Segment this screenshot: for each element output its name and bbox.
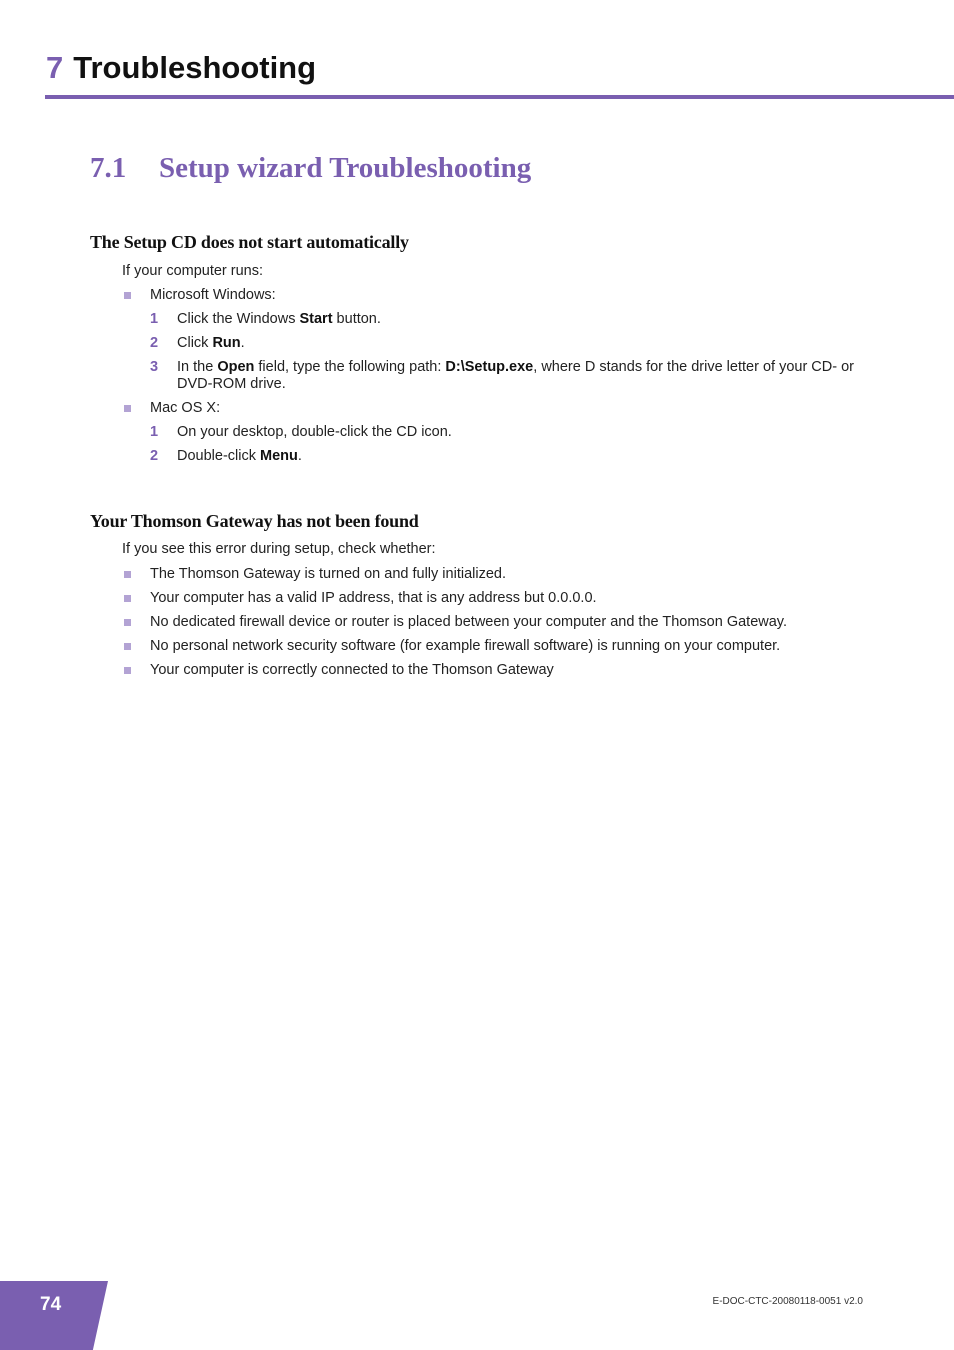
- list-item-text: The Thomson Gateway is turned on and fully initialized.: [150, 566, 506, 582]
- bullet-square-icon: [124, 595, 131, 602]
- bullet-square-icon: [124, 619, 131, 626]
- bullet-square-icon: [124, 667, 131, 674]
- bullet-square-icon: [124, 292, 131, 299]
- chapter-title-text: Troubleshooting: [73, 50, 317, 85]
- section-number: 7.1: [90, 152, 127, 184]
- step-number: 1: [150, 424, 159, 440]
- list-item-text: Your computer has a valid IP address, that is any address but 0.0.0.0.: [150, 590, 597, 606]
- step-number: 3: [150, 359, 159, 375]
- step-number: 1: [150, 311, 159, 327]
- document-id: E-DOC-CTC-20080118-0051 v2.0: [712, 1296, 863, 1307]
- chapter-title: [46, 48, 316, 88]
- bullet-square-icon: [124, 571, 131, 578]
- section-title: [90, 150, 531, 186]
- step-text: Click Run.: [177, 335, 245, 351]
- chapter-number: 7: [46, 50, 64, 85]
- page-number: 74: [40, 1294, 62, 1315]
- list-item-label: Microsoft Windows:: [150, 287, 276, 303]
- chapter-divider: [45, 95, 954, 99]
- step-text: Double-click Menu.: [177, 448, 302, 464]
- setup-cd-intro: If your computer runs:: [122, 263, 264, 279]
- step-text: On your desktop, double-click the CD icon.: [177, 424, 452, 440]
- step-text: In the Open field, type the following path: D:\Setup.exe, where D stands for the drive letter of your CD- or DVD-ROM drive.: [177, 359, 855, 392]
- step-text: Click the Windows Start button.: [177, 311, 381, 327]
- list-item-text: No dedicated firewall device or router is placed between your computer and the Thomson Gateway.: [150, 614, 788, 630]
- bullet-square-icon: [124, 405, 131, 412]
- setup-cd-heading: The Setup CD does not start automatically: [90, 232, 409, 252]
- list-item-text: No personal network security software (for example firewall software) is running on your computer.: [150, 638, 781, 654]
- bullet-square-icon: [124, 643, 131, 650]
- list-item-text: Your computer is correctly connected to the Thomson Gateway: [150, 662, 554, 678]
- gateway-heading: Your Thomson Gateway has not been found: [90, 511, 419, 531]
- section-title-text: Setup wizard Troubleshooting: [159, 152, 532, 184]
- gateway-intro: If you see this error during setup, check whether:: [122, 541, 436, 557]
- step-number: 2: [150, 448, 159, 464]
- step-number: 2: [150, 335, 159, 351]
- list-item-label: Mac OS X:: [150, 400, 221, 416]
